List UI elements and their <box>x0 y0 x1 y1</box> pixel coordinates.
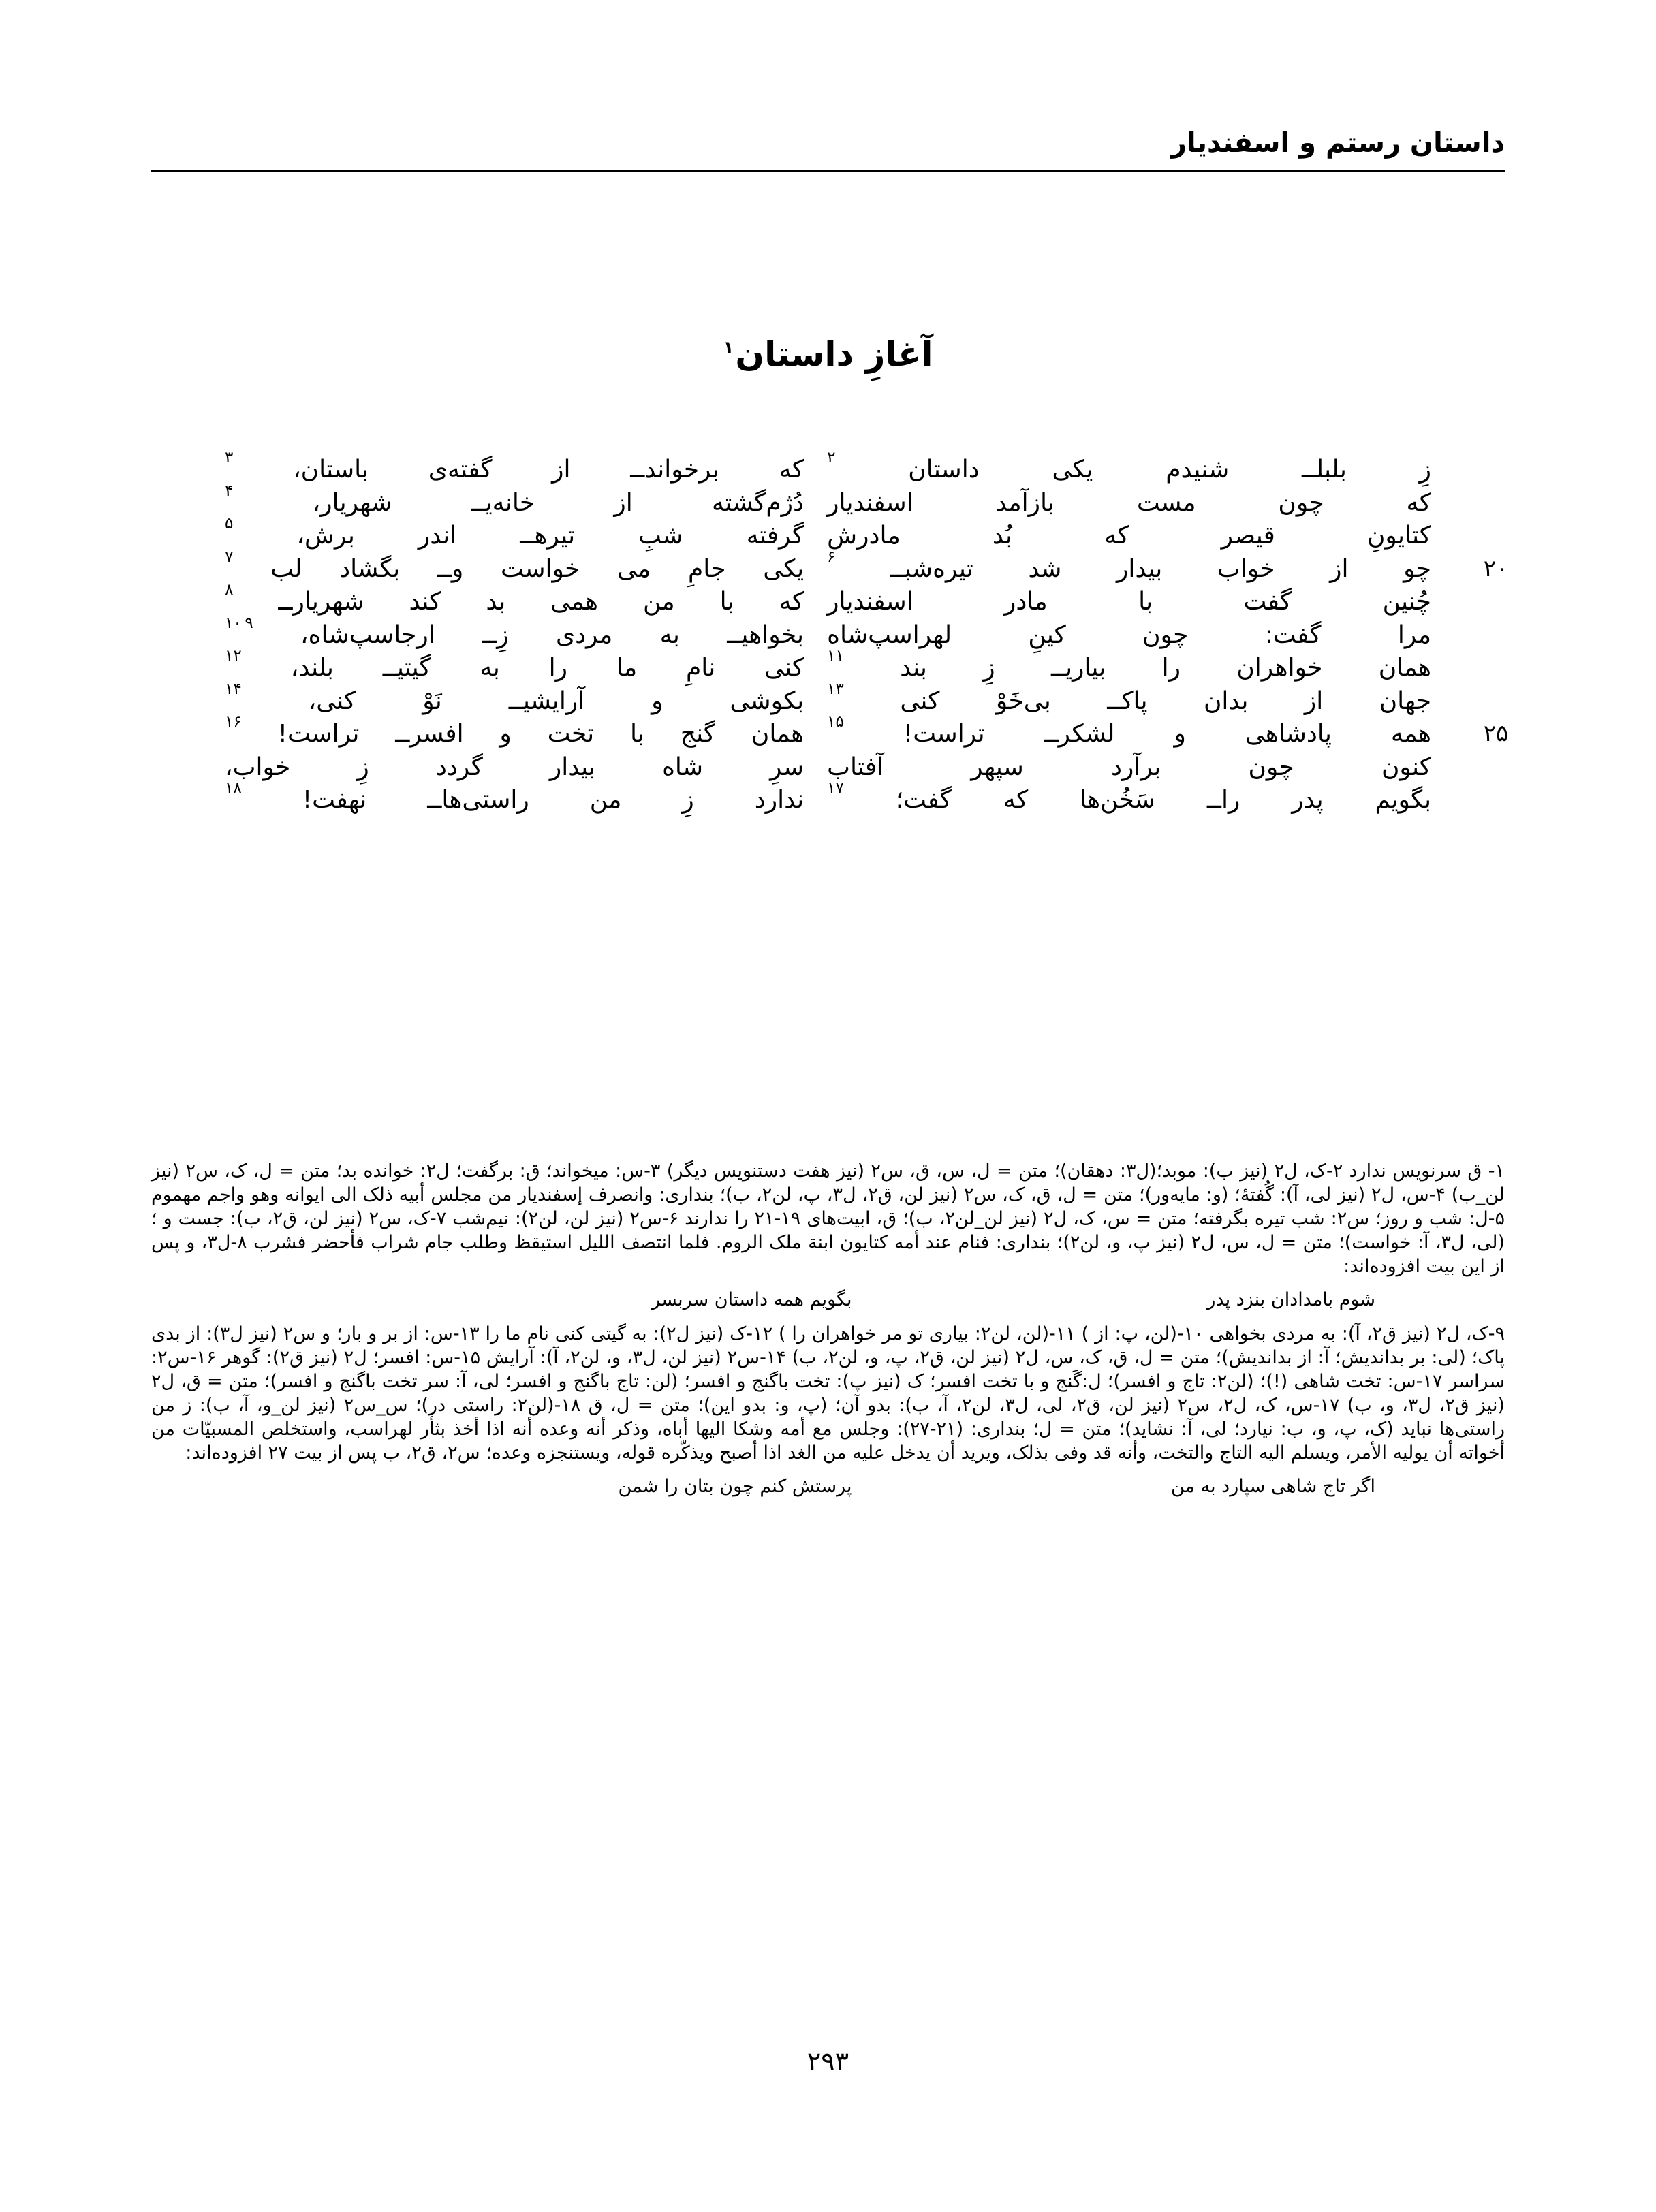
hemistich-a <box>804 524 1431 548</box>
running-header-title: داستان رستم و اسفندیار <box>1170 127 1505 159</box>
footnote-paragraph-1: ۱- ق سرنویس ندارد ۲-ک، ل۲ (نیز ب): موبد؛(ل۳: دهقان)؛ متن = ل، س، ق، س۲ (نیز هفت دستنویس دیگر) ۳-س: میخواند؛ ق: برگفت؛ ل۲: خوانده بد؛ متن = ل، ک، س۲ (نیز لن_ب) ۴-س، ل۲ (نیز لی، آ): گُفتهٔ؛ (و: مایه‌ور)؛ متن = ل، ق، ک، س۲ (نیز لن، ق۲، ل۳، پ، لن۲، ب)؛ بنداری: وانصرف إسفندیار من مجلس أبیه ذلک الی ایوانه وهو واجم مهموم ۵-ل: شب و روز؛ س۲: شب تیره بگرفته؛ متن = س، ک، ل۲ (نیز لن_لن۲، ب)؛ ق، ابیت‌های ۱۹-۲۱ را ندارند ۶-س۲ (نیز لن، لن۲): نیم‌شب ۷-ک، س۲ (نیز لن، ق۲، ب): جست و ؛ (لی، ل۳، آ: خواست)؛ متن = ل، س، ل۲ (نیز پ، و، لن۲)؛ بنداری: فنام عند أمه کتایون ابنة ملک الروم. فلما انتصف اللیل استیقظ وطلب جام شراب فأحضر فشرب ۸-ل۳، و پس از این بیت افزوده‌اند: <box>151 1160 1505 1278</box>
verse-word: و <box>499 720 512 748</box>
verse-word: تخت <box>547 720 595 748</box>
verse-word: بیاریــ <box>1050 654 1106 682</box>
verse-word: چون <box>1278 488 1324 517</box>
verse-word: زِ <box>1419 456 1431 484</box>
verse-word: اسفندیار <box>827 588 913 616</box>
footnote-marker: ۱۸ <box>225 779 242 797</box>
verse-word: بُد <box>992 522 1012 550</box>
verse-word: سپهر <box>971 753 1024 781</box>
verse-word: آفتاب <box>827 753 884 781</box>
hemistich-a <box>804 713 1431 748</box>
verse-word: دُژم‌گشته <box>711 488 804 517</box>
verse-word: کینِ <box>1028 620 1066 649</box>
verse-line <box>225 713 1509 755</box>
verse-word: گنج <box>680 720 716 748</box>
verse-word: راــ <box>1206 786 1240 814</box>
page-number: ۲۹۳ <box>807 2047 849 2076</box>
footnote-marker: ۲ <box>827 449 836 467</box>
hemistich-b <box>225 614 804 649</box>
verse-word: لهراسپ‌شاه <box>827 620 952 649</box>
footnote-marker: ۳ <box>225 449 234 467</box>
footnote-marker: ۴ <box>225 481 234 500</box>
verse-word: جهان <box>1379 686 1431 715</box>
verse-word: گفت: <box>1264 620 1322 649</box>
hemistich-a <box>804 488 1431 517</box>
verse-word: لشکرــ <box>1044 720 1115 748</box>
verse-word: شنیدم <box>1166 456 1230 484</box>
verse-word: به <box>659 620 680 649</box>
verse-word: از <box>614 488 633 517</box>
hemistich-b <box>225 755 804 780</box>
verse-line <box>225 581 1431 623</box>
verse-word: راستی‌هاــ <box>427 786 529 814</box>
verse-word: ندارد <box>754 786 804 814</box>
section-title <box>0 334 1656 374</box>
verse-word: شد <box>1028 554 1062 583</box>
verse-word: کند <box>409 588 441 616</box>
verse-word: تراست! <box>277 720 360 748</box>
footnote-marker: ۹ ۱۰ <box>225 614 253 632</box>
verse-word: همان <box>1378 654 1431 682</box>
verse-word: بند <box>900 654 927 682</box>
verse-word: قیصر <box>1221 522 1275 550</box>
verse-word: که <box>779 456 804 484</box>
verse-word: نهفت! <box>302 786 367 814</box>
verse-word: و <box>651 686 663 715</box>
verse-word: که <box>1104 522 1129 550</box>
verse-word: مادر <box>1004 588 1048 616</box>
verse-word: کنی <box>900 686 940 715</box>
hemistich-a <box>804 590 1431 614</box>
verse-word: برخواندــ <box>630 456 719 484</box>
verse-word: کنی <box>764 654 804 682</box>
inserted-couplet-1-hemistich-b: بگویم همه داستان سربسر <box>651 1289 852 1311</box>
verse-word: گرفته <box>746 522 804 550</box>
verse-word: زِ <box>682 786 694 814</box>
verse-word: بازآمد <box>995 488 1055 517</box>
verse-word: پاکــ <box>1107 686 1148 715</box>
verse-word: مرا <box>1397 620 1431 649</box>
verse-word: چون <box>1142 620 1189 649</box>
verse-word: ارجاسپ‌شاه، <box>300 620 435 649</box>
verse-word: آرایشیــ <box>508 686 585 715</box>
hemistich-b <box>225 713 804 748</box>
verse-word: زِ <box>357 753 369 781</box>
footnote-marker: ۵ <box>225 515 234 533</box>
verse-word: تیره‌شبــ <box>890 554 973 583</box>
verse-number: ۲۰ <box>1483 554 1509 582</box>
verse-word: یکی <box>763 554 804 583</box>
inserted-couplet-1-hemistich-a: شوم بامدادان بنزد پدر <box>1206 1289 1375 1311</box>
verse-word: که <box>1003 786 1029 814</box>
verse-line <box>225 481 1431 524</box>
verse-word: همان <box>751 720 804 748</box>
verse-word: چو <box>1403 554 1431 583</box>
header-rule <box>151 170 1505 172</box>
verse-word: گیتیــ <box>382 654 431 682</box>
verse-word: بلند، <box>290 654 334 682</box>
hemistich-a <box>804 755 1431 780</box>
inserted-couplet-2-hemistich-b: پرستش کنم چون بتان را شمن <box>618 1476 852 1498</box>
hemistich-b <box>225 779 804 814</box>
hemistich-b <box>225 481 804 517</box>
inserted-couplet-2-hemistich-a: اگر تاج شاهی سپارد به من <box>1171 1476 1375 1498</box>
verse-word: همه <box>1390 720 1431 748</box>
verse-word: مست <box>1136 488 1196 517</box>
verse-word: خواب، <box>225 753 291 781</box>
verse-word: گردد <box>435 753 483 781</box>
verse-word: خواهران <box>1236 654 1323 682</box>
hemistich-b <box>225 515 804 550</box>
hemistich-a <box>804 680 1431 715</box>
verse-word: می <box>617 554 651 583</box>
verse-word: بیدار <box>549 753 596 781</box>
verse-word: تیرهــ <box>520 522 576 550</box>
verse-word: من <box>643 588 675 616</box>
verse-word: شهریارــ <box>278 588 364 616</box>
verse-word: چون <box>1248 753 1294 781</box>
verse-line <box>225 548 1509 590</box>
footnote-marker: ۱۲ <box>225 647 242 665</box>
verse-word: بدان <box>1203 686 1249 715</box>
inserted-couplet-1 <box>151 1288 1505 1312</box>
inserted-couplet-2 <box>151 1474 1505 1498</box>
verse-word: چُنین <box>1382 588 1431 616</box>
hemistich-a <box>804 620 1431 649</box>
verse-word: خواست <box>500 554 580 583</box>
verse-word: یکی <box>1052 456 1093 484</box>
verse-word: تراست! <box>903 720 985 748</box>
verse-word: اسفندیار <box>827 488 913 517</box>
verse-word: زِ <box>983 654 995 682</box>
verse-word: برآرد <box>1110 753 1161 781</box>
hemistich-a <box>804 647 1431 682</box>
verse-word: اندر <box>418 522 457 550</box>
footnote-marker: ۱۳ <box>827 680 844 698</box>
footnote-marker: ۶ <box>827 548 836 566</box>
footnote-marker: ۱۱ <box>827 647 844 665</box>
hemistich-b <box>225 449 804 484</box>
verse-word: گفته‌ی <box>428 456 493 484</box>
verse-word: با <box>719 588 734 616</box>
hemistich-b <box>225 581 804 616</box>
footnote-apparatus <box>151 1159 1505 1508</box>
verse-word: مادرش <box>827 522 901 550</box>
verse-word: از <box>552 456 571 484</box>
footnote-marker: ۷ <box>225 548 234 566</box>
verse-word: به <box>480 654 500 682</box>
verse-number: ۲۵ <box>1483 720 1509 747</box>
verse-word: افسرــ <box>395 720 464 748</box>
verse-word: بگشاد <box>339 554 401 583</box>
verse-word: همی <box>550 588 599 616</box>
footnote-marker: ۱۷ <box>827 779 844 797</box>
verse-word: و <box>1174 720 1186 748</box>
verse-word: را <box>548 654 567 682</box>
verse-word: شاه <box>662 753 704 781</box>
verse-word: مردی <box>555 620 613 649</box>
verse-word: بیدار <box>1116 554 1163 583</box>
verse-line <box>225 779 1431 821</box>
verse-word: من <box>589 786 622 814</box>
verse-word: بد <box>486 588 506 616</box>
verse-word: برش، <box>296 522 355 550</box>
verse-word: باستان، <box>293 456 369 484</box>
hemistich-b <box>225 548 804 583</box>
verse-word: داستان <box>908 456 980 484</box>
verse-word: بگویم <box>1375 786 1431 814</box>
section-title-footnote-marker: ۱ <box>723 338 734 359</box>
verse-word: با <box>630 720 645 748</box>
verse-word: کنون <box>1381 753 1431 781</box>
verse-word: خواب <box>1217 554 1275 583</box>
verse-word: بخواهیــ <box>727 620 804 649</box>
footnote-marker: ۱۶ <box>225 713 242 731</box>
hemistich-a <box>804 548 1431 583</box>
verse-word: کتایونِ <box>1366 522 1431 550</box>
verse-word: لب <box>270 554 302 583</box>
verse-word: بلبلــ <box>1302 456 1347 484</box>
verse-word: سرِ <box>770 753 804 781</box>
verse-word: گفت؛ <box>895 786 952 814</box>
verse-word: خانه‌یــ <box>471 488 535 517</box>
verse-word: سَخُن‌ها <box>1080 786 1155 814</box>
footnote-marker: ۱۴ <box>225 680 242 698</box>
verse-word: نَوْ <box>422 686 442 715</box>
hemistich-b <box>225 680 804 715</box>
running-header <box>151 129 1505 177</box>
verse-word: زِــ <box>482 620 509 649</box>
verse-word: شهریار، <box>312 488 392 517</box>
verse-word: کنی، <box>308 686 356 715</box>
section-title-text: آغازِ داستان <box>735 334 933 374</box>
verse-word: با <box>1138 588 1153 616</box>
hemistich-a <box>804 449 1431 484</box>
verse-line <box>225 449 1431 491</box>
verse-word: که <box>779 588 804 616</box>
verse-word: شبِ <box>638 522 683 550</box>
verse-word: از <box>1330 554 1349 583</box>
verse-word: از <box>1304 686 1324 715</box>
verse-word: نامِ <box>685 654 716 682</box>
footnote-marker: ۱۵ <box>827 713 844 731</box>
verse-word: ما <box>616 654 638 682</box>
footnote-marker: ۸ <box>225 581 234 599</box>
verse-word: پدر <box>1292 786 1324 814</box>
verse-word: وــ <box>437 554 464 583</box>
hemistich-a <box>804 779 1431 814</box>
verse-word: که <box>1406 488 1431 517</box>
verse-word: جامِ <box>688 554 726 583</box>
footnote-paragraph-2: ۹-ک، ل۲ (نیز ق۲، آ): به مردی بخواهی ۱۰-(لن، پ: از ) ۱۱-(لن، لن۲: بیاری تو مر خواهران را ) ۱۲-ک (نیز ل۲): به گیتی کنی نام ما را ۱۳-س: از بر و بار؛ و س۲ (نیز ل۳): از بدی پاک؛ (لی: بر بداندیش؛ آ: از بداندیش)؛ متن = ل، ق، ک، س، ل۲ (نیز لن، ق۲، پ، و، لن۲، ب) ۱۴-س۲ (نیز لن، ل۳، و، لن۲، آ): آرایش ۱۵-س: افسر؛ ل۲ (نیز ق۲): گوهر ۱۶-س۲: سراسر ۱۷-س: تخت شاهی (!)؛ (لن۲: تاج و افسر)؛ ل:گَنج و با تخت افسر؛ ک (نیز پ): تخت باگنج و افسر؛ (لن: تاج باگنج و افسر؛ لی، آ: سر تخت باگنج و افسر)؛ متن = ق، ل۲ (نیز ق۲، ل۳، و، ب) ۱۷-س، ک، ل۲، س۲ (نیز لن، ق۲، لی، ل۳، لن۲، آ، ب): بدو آن؛ (پ، و: بدو این)؛ متن = ل، ق ۱۸-(لن۲: راستی در)؛ س_س۲ (نیز لن_و، آ، ب): ز من راستی‌ها نباید (ک، پ، و، ب: نیارد؛ لی، آ: نشاید)؛ متن = ل؛ بنداری: (۲۱-۲۷): وجلس مع أمه وشکا الیها أباه، وذکر أنه وعده أنه اذا أخذ بثأر لهراسب، واستخلص المسبیّات من أخواته أن یولیه الأمر، ویسلم الیه التاج والتخت، وأنه قد وفی بذلک، ویرید أن یدخل علیه من الغد اذا أصبح ویذکّره قوله، ویستنجزه وعده؛ س۲، ق۲، ب پس از بیت ۲۷ افزوده‌اند: <box>151 1323 1505 1464</box>
verse-word: بکوشی <box>730 686 804 715</box>
hemistich-b <box>225 647 804 682</box>
verse-word: پادشاهی <box>1245 720 1332 748</box>
verse-block <box>225 449 1509 821</box>
verse-word: بی‌خَوْ <box>995 686 1051 715</box>
verse-word: گفت <box>1243 588 1292 616</box>
verse-word: را <box>1161 654 1181 682</box>
